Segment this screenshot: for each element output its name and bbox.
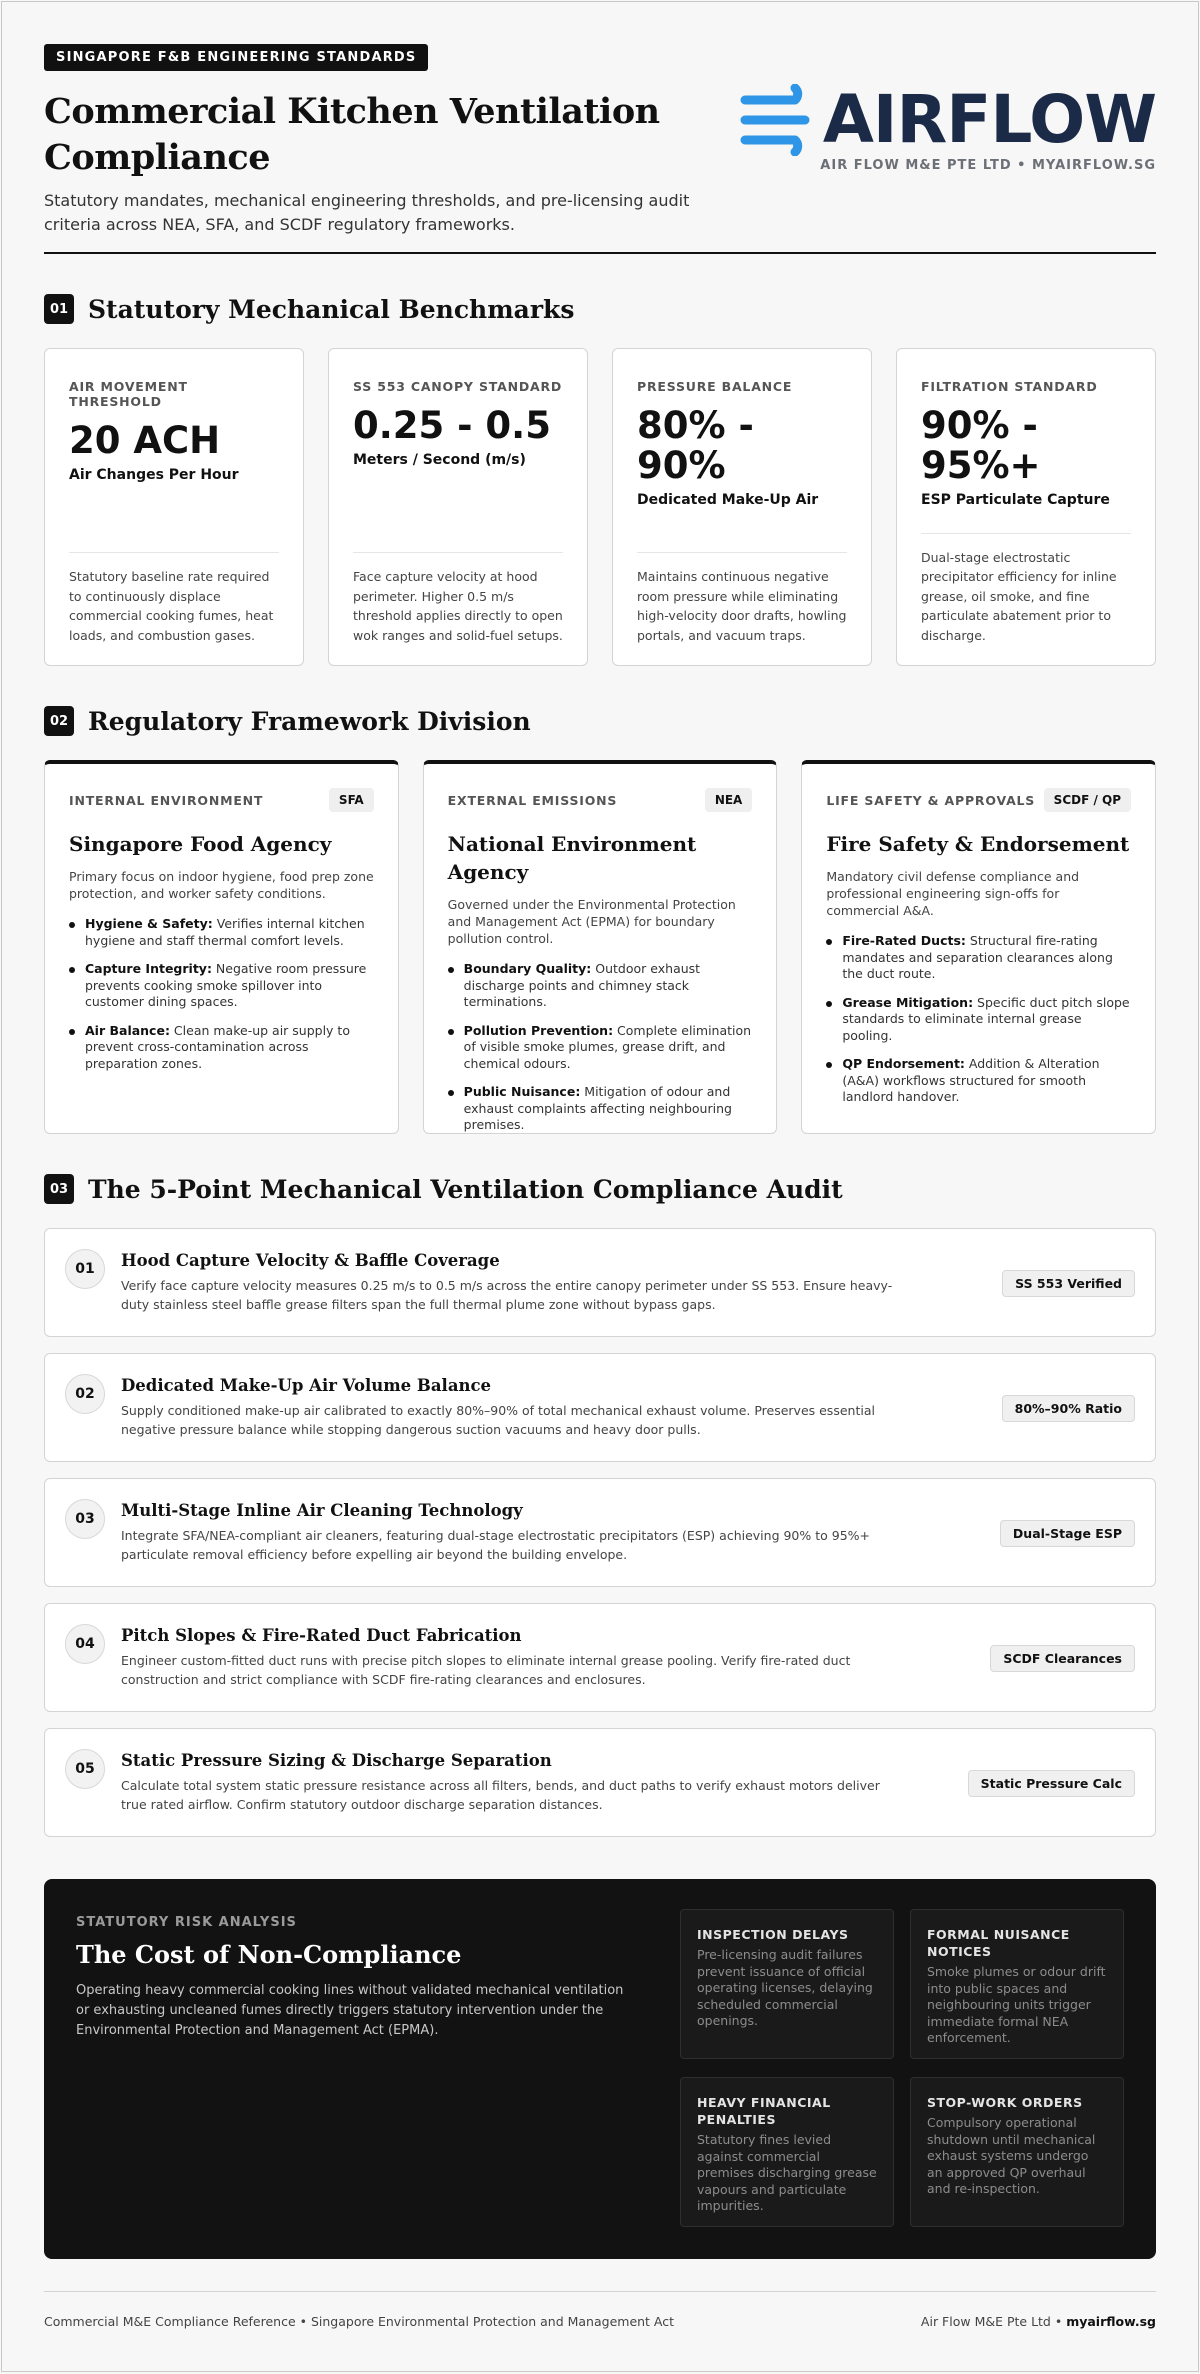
audit-description: Engineer custom-fitted duct runs with precise pitch slopes to eliminate internal grease pooling. Verify fire-rated duct construction and strict compliance with SCDF fire-rating clearances and enclosures. bbox=[121, 1653, 851, 1687]
section-heading-framework bbox=[44, 706, 1156, 736]
list-item bbox=[826, 1056, 1131, 1106]
audit-number: 02 bbox=[65, 1374, 105, 1414]
framework-list bbox=[448, 961, 753, 1134]
benchmark-label: AIR MOVEMENT THRESHOLD bbox=[69, 379, 188, 409]
framework-label: LIFE SAFETY & APPROVALS bbox=[826, 792, 1036, 808]
benchmark-value: 20 ACH bbox=[69, 419, 221, 462]
benchmark-label: FILTRATION STANDARD bbox=[921, 379, 1098, 394]
audit-tag: Static Pressure Calc bbox=[968, 1770, 1135, 1797]
framework-label: EXTERNAL EMISSIONS bbox=[447, 792, 618, 808]
audit-body bbox=[121, 1624, 901, 1689]
list-item-text: Clean make-up air supply to prevent cross-contamination across preparation zones. bbox=[85, 1022, 350, 1071]
framework-title: National Environment Agency bbox=[447, 832, 697, 884]
framework-card-header bbox=[448, 788, 753, 812]
audit-item bbox=[44, 1603, 1156, 1712]
section-number: 03 bbox=[44, 1174, 74, 1204]
benchmark-description: Face capture velocity at hood perimeter. Higher 0.5 m/s threshold applies directly to open wok ranges and solid-fuel setups. bbox=[353, 552, 563, 645]
list-item bbox=[69, 1023, 374, 1073]
list-item bbox=[826, 995, 1131, 1045]
framework-cards bbox=[44, 760, 1156, 1134]
benchmark-unit: ESP Particulate Capture bbox=[921, 492, 1110, 508]
section-number: 01 bbox=[44, 294, 74, 324]
framework-card-nea bbox=[423, 760, 778, 1134]
risk-card-title: STOP-WORK ORDERS bbox=[927, 2095, 1083, 2110]
section-title: The 5-Point Mechanical Ventilation Compliance Audit bbox=[88, 1174, 843, 1204]
risk-card bbox=[680, 2077, 894, 2227]
benchmark-label: SS 553 CANOPY STANDARD bbox=[353, 379, 563, 394]
footer-left-text: Commercial M&E Compliance Reference • Singapore Environmental Protection and Management Act bbox=[44, 2314, 675, 2329]
risk-kicker: STATUTORY RISK ANALYSIS bbox=[76, 1915, 297, 1930]
framework-intro: Governed under the Environmental Protection and Management Act (EPMA) for boundary pollution control. bbox=[447, 897, 736, 946]
audit-description: Supply conditioned make-up air calibrated to exactly 80%–90% of total mechanical exhaust volume. Preserves essential negative pressure balance while stopping dangerous suction vacuums and heavy door pulls. bbox=[121, 1403, 875, 1437]
risk-card bbox=[910, 2077, 1124, 2227]
audit-body bbox=[121, 1374, 901, 1439]
benchmark-label: PRESSURE BALANCE bbox=[637, 379, 793, 394]
benchmark-card bbox=[328, 348, 588, 666]
benchmark-card bbox=[44, 348, 304, 666]
footer bbox=[44, 2291, 1156, 2329]
benchmark-card bbox=[896, 348, 1156, 666]
benchmark-cards bbox=[44, 348, 1156, 666]
framework-card-scdf bbox=[801, 760, 1156, 1134]
benchmark-description: Maintains continuous negative room pressure while eliminating high-velocity door drafts, howling portals, and vacuum traps. bbox=[637, 552, 847, 645]
section-heading-audit bbox=[44, 1174, 1156, 1204]
logo-subtitle: AIR FLOW M&E PTE LTD • MYAIRFLOW.SG bbox=[820, 158, 1156, 173]
list-item bbox=[69, 961, 374, 1011]
audit-tag: SS 553 Verified bbox=[1002, 1270, 1135, 1297]
audit-tag: SCDF Clearances bbox=[990, 1645, 1135, 1672]
framework-list bbox=[826, 933, 1131, 1106]
risk-card-title: INSPECTION DELAYS bbox=[697, 1927, 849, 1942]
framework-card-header bbox=[826, 788, 1131, 812]
benchmark-value: 0.25 - 0.5 bbox=[353, 404, 551, 447]
audit-description: Integrate SFA/NEA-compliant air cleaners, featuring dual-stage electrostatic precipitators (ESP) achieving 90% to 95%+ particulate removal efficiency before expelling air beyond the building envelope. bbox=[121, 1528, 871, 1562]
audit-title: Static Pressure Sizing & Discharge Separation bbox=[121, 1751, 552, 1770]
audit-tag: Dual-Stage ESP bbox=[1000, 1520, 1135, 1547]
framework-badge: SFA bbox=[329, 788, 374, 812]
risk-card bbox=[910, 1909, 1124, 2059]
section-number: 02 bbox=[44, 706, 74, 736]
list-item-text: Specific duct pitch slope standards to eliminate internal grease pooling. bbox=[842, 994, 1130, 1043]
list-item-title: Air Balance: bbox=[85, 1022, 170, 1038]
list-item-text: Outdoor exhaust discharge points and chimney stack terminations. bbox=[463, 961, 701, 1009]
framework-title: Fire Safety & Endorsement bbox=[826, 832, 1130, 856]
list-item bbox=[448, 961, 753, 1011]
brand-logo bbox=[739, 44, 1156, 173]
benchmark-unit: Dedicated Make-Up Air bbox=[637, 492, 819, 508]
audit-item bbox=[44, 1353, 1156, 1462]
audit-number: 05 bbox=[65, 1749, 105, 1789]
audit-body bbox=[121, 1249, 901, 1314]
risk-card-description: Smoke plumes or odour drift into public spaces and neighbouring units trigger immediate formal NEA enforcement. bbox=[927, 1964, 1106, 2045]
audit-description: Calculate total system static pressure resistance across all filters, bends, and duct paths to verify exhaust motors deliver true rated airflow. Confirm statutory outdoor discharge separation distances. bbox=[121, 1778, 880, 1812]
list-item-title: Grease Mitigation: bbox=[842, 994, 974, 1010]
framework-title: Singapore Food Agency bbox=[69, 832, 332, 856]
list-item bbox=[826, 933, 1131, 983]
list-item bbox=[69, 916, 374, 949]
list-item-title: Boundary Quality: bbox=[463, 961, 592, 976]
audit-description: Verify face capture velocity measures 0.25 m/s to 0.5 m/s across the entire canopy perimeter under SS 553. Ensure heavy-duty stainless steel baffle grease filters span the full thermal plume zone without bypass gaps. bbox=[121, 1278, 893, 1312]
audit-item bbox=[44, 1228, 1156, 1337]
audit-title: Hood Capture Velocity & Baffle Coverage bbox=[121, 1251, 500, 1270]
audit-title: Pitch Slopes & Fire-Rated Duct Fabrication bbox=[121, 1626, 522, 1645]
page bbox=[1, 1, 1199, 2372]
benchmark-card bbox=[612, 348, 872, 666]
benchmark-value: 90% - 95%+ bbox=[921, 404, 1041, 487]
section-heading-benchmarks bbox=[44, 294, 1156, 324]
list-item-text: Addition & Alteration (A&A) workflows structured for smooth landlord handover. bbox=[842, 1056, 1100, 1104]
list-item-title: Fire-Rated Ducts: bbox=[842, 933, 966, 948]
risk-description: Operating heavy commercial cooking lines without validated mechanical ventilation or exhausting uncleaned fumes directly triggers statutory intervention under the Environmental Protection and Management Act (EPMA). bbox=[76, 1983, 624, 2038]
benchmark-unit: Air Changes Per Hour bbox=[69, 467, 239, 483]
footer-company: Air Flow M&E Pte Ltd • bbox=[920, 2314, 1067, 2329]
header-left bbox=[44, 44, 704, 237]
airflow-wind-icon bbox=[739, 84, 819, 156]
framework-badge: NEA bbox=[705, 788, 753, 812]
risk-card-description: Pre-licensing audit failures prevent issuance of official operating licenses, delaying scheduled commercial openings. bbox=[697, 1947, 873, 2028]
page-title: Commercial Kitchen Ventilation Compliance bbox=[44, 91, 660, 178]
audit-number: 01 bbox=[65, 1249, 105, 1289]
audit-body bbox=[121, 1499, 901, 1564]
framework-card-sfa bbox=[44, 760, 399, 1134]
benchmark-description: Dual-stage electrostatic precipitator efficiency for inline grease, oil smoke, and fine particulate abatement prior to discharge. bbox=[921, 533, 1131, 646]
list-item-title: Hygiene & Safety: bbox=[85, 916, 213, 931]
list-item-text: Complete elimination of visible smoke plumes, grease drift, and chemical odours. bbox=[463, 1022, 752, 1071]
page-subtitle: Statutory mandates, mechanical engineering thresholds, and pre-licensing audit criteria across NEA, SFA, and SCDF regulatory frameworks. bbox=[44, 191, 690, 234]
list-item-title: Public Nuisance: bbox=[463, 1084, 581, 1099]
list-item-text: Mitigation of odour and exhaust complaints affecting neighbouring premises. bbox=[463, 1084, 732, 1132]
audit-title: Dedicated Make-Up Air Volume Balance bbox=[121, 1376, 492, 1395]
footer-right-text bbox=[921, 2314, 1156, 2329]
audit-body bbox=[121, 1749, 901, 1814]
header-kicker: SINGAPORE F&B ENGINEERING STANDARDS bbox=[44, 44, 428, 71]
risk-card-title: FORMAL NUISANCE NOTICES bbox=[927, 1927, 1070, 1959]
audit-title: Multi-Stage Inline Air Cleaning Technology bbox=[121, 1501, 523, 1520]
risk-panel bbox=[44, 1879, 1156, 2259]
risk-title: The Cost of Non-Compliance bbox=[76, 1940, 462, 1969]
list-item-title: Capture Integrity: bbox=[85, 961, 212, 976]
list-item-title: QP Endorsement: bbox=[842, 1056, 965, 1071]
framework-label: INTERNAL ENVIRONMENT bbox=[69, 792, 264, 808]
list-item bbox=[448, 1084, 753, 1134]
audit-item bbox=[44, 1478, 1156, 1587]
logo-row bbox=[739, 81, 1156, 158]
list-item-title: Pollution Prevention: bbox=[463, 1022, 614, 1038]
benchmark-unit: Meters / Second (m/s) bbox=[353, 452, 526, 468]
risk-card-description: Compulsory operational shutdown until mechanical exhaust systems undergo an approved QP overhaul and re-inspection. bbox=[927, 2115, 1096, 2196]
audit-number: 04 bbox=[65, 1624, 105, 1664]
footer-site-link[interactable]: myairflow.sg bbox=[1066, 2314, 1156, 2329]
audit-list bbox=[44, 1228, 1156, 1837]
list-item bbox=[448, 1023, 753, 1073]
risk-cards bbox=[680, 1909, 1124, 2229]
list-item-text: Structural fire-rating mandates and separation clearances along the duct route. bbox=[842, 933, 1113, 981]
section-title: Statutory Mechanical Benchmarks bbox=[88, 294, 575, 324]
audit-tag: 80%–90% Ratio bbox=[1002, 1395, 1135, 1422]
risk-card-title: HEAVY FINANCIAL PENALTIES bbox=[697, 2095, 831, 2127]
framework-badge: SCDF / QP bbox=[1044, 788, 1131, 812]
list-item-text: Verifies internal kitchen hygiene and staff thermal comfort levels. bbox=[85, 916, 365, 948]
risk-card-description: Statutory fines levied against commercial premises discharging grease vapours and particulate impurities. bbox=[697, 2132, 877, 2213]
section-title: Regulatory Framework Division bbox=[88, 706, 531, 736]
risk-card bbox=[680, 1909, 894, 2059]
framework-card-header bbox=[69, 788, 374, 812]
header bbox=[44, 44, 1156, 254]
framework-list bbox=[69, 916, 374, 1072]
audit-number: 03 bbox=[65, 1499, 105, 1539]
audit-item bbox=[44, 1728, 1156, 1837]
framework-intro: Primary focus on indoor hygiene, food prep zone protection, and worker safety conditions. bbox=[69, 869, 374, 901]
risk-intro bbox=[76, 1909, 646, 2229]
benchmark-description: Statutory baseline rate required to continuously displace commercial cooking fumes, heat loads, and combustion gases. bbox=[69, 552, 279, 645]
logo-wordmark: AIRFLOW bbox=[822, 81, 1156, 158]
list-item-text: Negative room pressure prevents cooking smoke spillover into customer dining spaces. bbox=[85, 961, 367, 1009]
benchmark-value: 80% - 90% bbox=[637, 404, 754, 487]
framework-intro: Mandatory civil defense compliance and professional engineering sign-offs for commercial A&A. bbox=[826, 869, 1080, 918]
